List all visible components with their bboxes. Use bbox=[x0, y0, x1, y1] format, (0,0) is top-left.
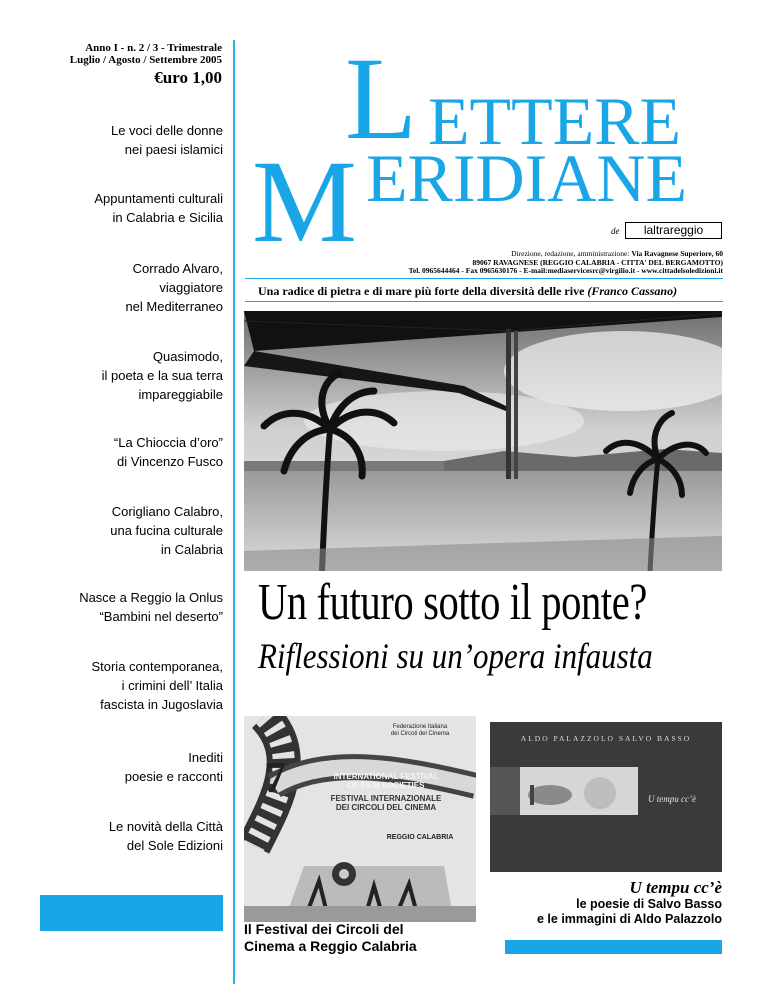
divider-bottom bbox=[245, 301, 723, 302]
toc-item[interactable]: Le voci delle donne nei paesi islamici bbox=[110, 123, 223, 157]
bridge-photo-illustration bbox=[244, 311, 722, 571]
headline-subtitle: Riflessioni su un’opera infausta bbox=[258, 636, 653, 676]
poster-festival-it bbox=[306, 794, 466, 812]
poster-number: 7 bbox=[264, 753, 286, 802]
book-cover bbox=[490, 722, 722, 872]
book-cover-title: U tempu cc’è bbox=[648, 794, 696, 804]
motto bbox=[258, 284, 723, 299]
motto-text: Una radice di pietra e di mare più forte della diversità delle rive bbox=[258, 284, 585, 298]
address-city: 89067 RAVAGNESE (REGGIO CALABRIA - CITTA' DEL BERGAMOTTO) bbox=[472, 257, 723, 267]
cover-photo bbox=[244, 311, 722, 571]
poster-federation: Federazione Italiana dei Circoli del Cinema bbox=[390, 724, 450, 737]
festival-poster bbox=[244, 716, 476, 922]
poster-festival-line: OF FILM SOCIETIES bbox=[347, 781, 425, 790]
address-block bbox=[330, 250, 723, 276]
toc-item[interactable]: Storia contemporanea, i crimini dell’ Italia fascista in Jugoslavia bbox=[91, 659, 223, 712]
poster-caption: Il Festival dei Circoli del Cinema a Reggio Calabria bbox=[244, 921, 417, 954]
motto-author: (Franco Cassano) bbox=[587, 284, 678, 298]
logo-meridiane: ERIDIANE bbox=[366, 140, 688, 216]
book-cover-photo bbox=[490, 767, 638, 815]
price: €uro 1,00 bbox=[154, 68, 222, 87]
toc-item[interactable]: Corrado Alvaro, viaggiatore nel Mediterraneo bbox=[125, 261, 223, 314]
toc-item[interactable]: Quasimodo, il poeta e la sua terra impareggiabile bbox=[101, 349, 223, 402]
issue-info bbox=[40, 42, 222, 66]
brand-name: laltrareggio bbox=[625, 222, 722, 239]
toc-item[interactable]: Inediti poesie e racconti bbox=[124, 750, 223, 784]
book-description: le poesie di Salvo Basso e le immagini di Aldo Palazzolo bbox=[537, 897, 722, 926]
poster-festival-line: DEI CIRCOLI DEL CINEMA bbox=[335, 803, 437, 812]
logo-letter-m: M bbox=[252, 136, 357, 267]
headline-title: Un futuro sotto il ponte? bbox=[258, 574, 648, 631]
toc-item[interactable]: Appuntamenti culturali in Calabria e Sicilia bbox=[94, 191, 223, 225]
toc-item[interactable]: Nasce a Reggio la Onlus “Bambini nel deserto” bbox=[79, 590, 223, 624]
publisher-brand bbox=[611, 222, 722, 239]
toc-item[interactable]: Corigliano Calabro, una fucina culturale in Calabria bbox=[110, 504, 223, 557]
book-authors: ALDO PALAZZOLO SALVO BASSO bbox=[520, 734, 692, 743]
address-contacts: Tel. 0965644464 - Fax 0965630176 - E-mail:mediaservicesrc@virgilio.it - www.cittadelsoledizioni.it bbox=[408, 266, 723, 275]
divider-top bbox=[245, 278, 723, 279]
brand-prefix: de bbox=[611, 226, 620, 236]
address-street: Via Ravagnese Superiore, 60 bbox=[631, 249, 723, 258]
column-divider bbox=[233, 40, 235, 984]
issue-number: Anno I - n. 2 / 3 - Trimestrale bbox=[85, 42, 222, 54]
blue-bar bbox=[505, 940, 722, 954]
poster-festival-line: INTERNATIONAL FESTIVAL bbox=[333, 772, 439, 781]
book-heading: U tempu cc’è bbox=[629, 878, 722, 897]
toc-item[interactable]: “La Chioccia d’oro” di Vincenzo Fusco bbox=[113, 435, 223, 469]
issue-period: Luglio / Agosto / Settembre 2005 bbox=[69, 54, 222, 66]
poster-festival-line: FESTIVAL INTERNAZIONALE bbox=[330, 794, 442, 803]
logo-letter-l: L bbox=[345, 33, 418, 164]
toc-item[interactable]: Le novità della Città del Sole Edizioni bbox=[108, 819, 223, 853]
film-strip-illustration bbox=[244, 716, 476, 922]
logo-lettere: ETTERE bbox=[428, 83, 682, 159]
blue-box bbox=[40, 895, 223, 931]
address-label: Direzione, redazione, amministrazione: bbox=[511, 249, 632, 258]
poster-festival-en bbox=[306, 772, 466, 790]
poster-city: REGGIO CALABRIA bbox=[386, 834, 454, 841]
portrait-strip-illustration bbox=[490, 767, 638, 815]
